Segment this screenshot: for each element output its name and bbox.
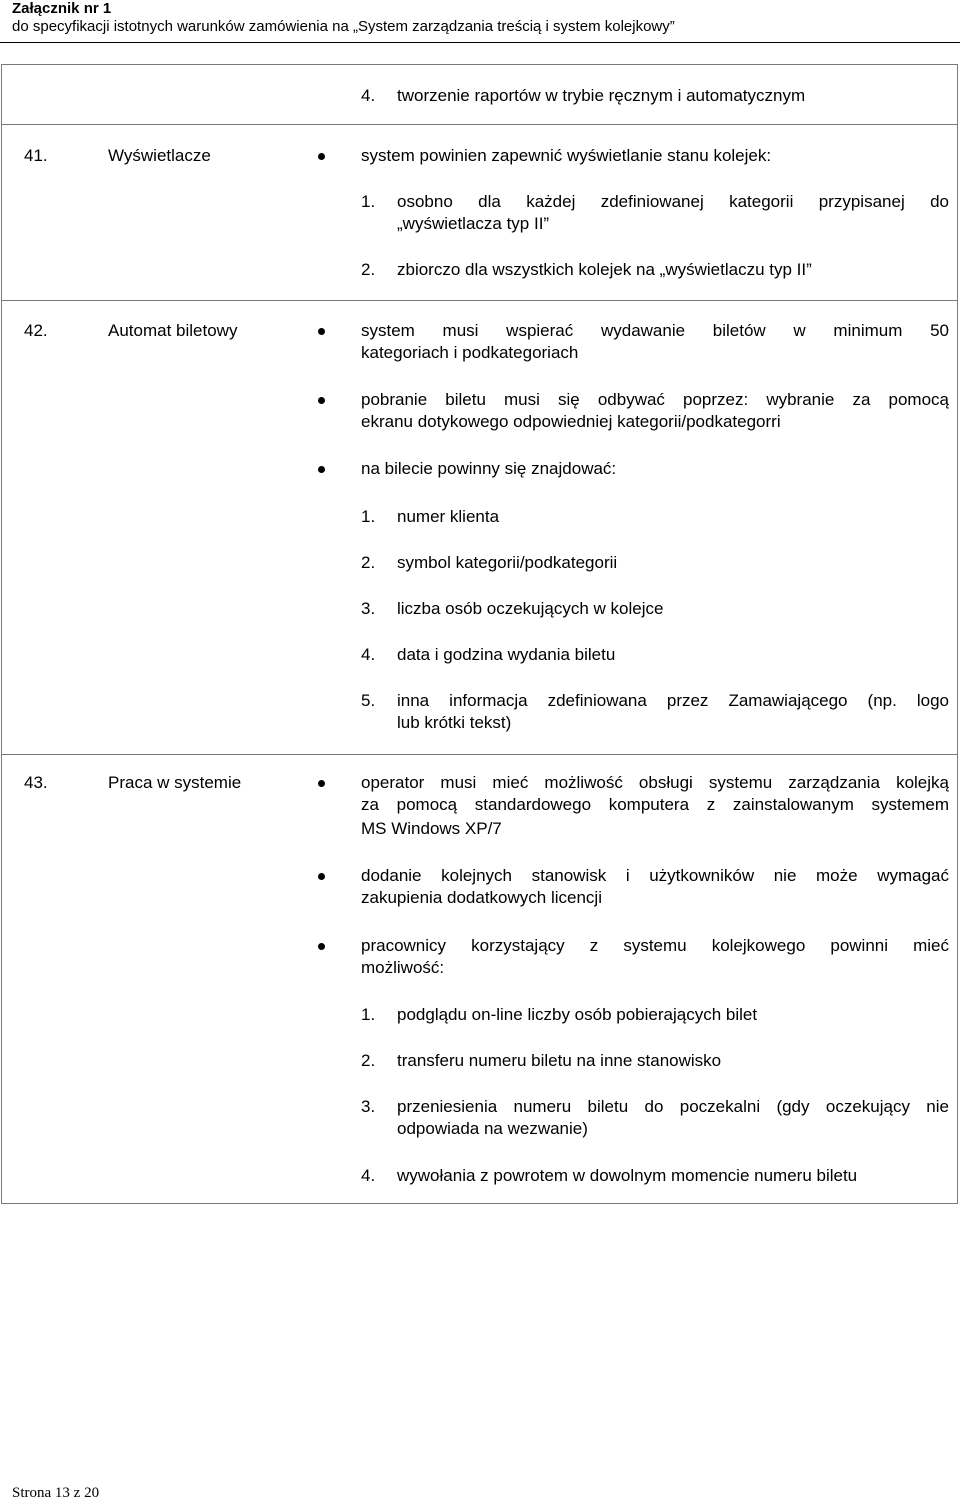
list-item-text: przeniesienia numeru biletu do poczekalni (gdy oczekujący nie bbox=[397, 1097, 949, 1116]
list-item-text: numer klienta bbox=[397, 507, 500, 526]
list-item-text: liczba osób oczekujących w kolejce bbox=[397, 599, 664, 618]
bullet-text: system powinien zapewnić wyświetlanie stanu kolejek: bbox=[361, 146, 772, 165]
list-item-text: wywołania z powrotem w dowolnym momencie numeru biletu bbox=[397, 1166, 858, 1185]
row-number: 41. bbox=[24, 146, 48, 165]
list-number: 1. bbox=[361, 507, 376, 526]
list-item-text: inna informacja zdefiniowana przez Zamawiającego (np. logo bbox=[397, 691, 949, 710]
list-item-text: „wyświetlacza typ II” bbox=[397, 214, 550, 233]
row-title: Praca w systemie bbox=[108, 773, 242, 792]
row-title: Wyświetlacze bbox=[108, 146, 211, 165]
bullet-icon bbox=[318, 153, 325, 160]
list-item-text: transferu numeru biletu na inne stanowisko bbox=[397, 1051, 722, 1070]
bullet-text: operator musi mieć możliwość obsługi systemu zarządzania kolejką bbox=[361, 773, 949, 792]
header-title: Załącznik nr 1 bbox=[12, 0, 112, 17]
list-item-text: data i godzina wydania biletu bbox=[397, 645, 616, 664]
list-item-text: podglądu on-line liczby osób pobierających bilet bbox=[397, 1005, 758, 1024]
list-number: 3. bbox=[361, 599, 376, 618]
bullet-text: za pomocą standardowego komputera z zainstalowanym systemem bbox=[361, 795, 949, 814]
bullet-text: ekranu dotykowego odpowiedniej kategorii/podkategorri bbox=[361, 412, 781, 431]
requirements-table bbox=[1, 64, 958, 1204]
list-number: 1. bbox=[361, 1005, 376, 1024]
row-divider bbox=[1, 754, 958, 755]
bullet-text: zakupienia dodatkowych licencji bbox=[361, 888, 602, 907]
row-title: Automat biletowy bbox=[108, 321, 238, 340]
bullet-icon bbox=[318, 466, 325, 473]
page-number: Strona 13 z 20 bbox=[12, 1485, 100, 1501]
list-number: 4. bbox=[361, 1166, 376, 1185]
bullet-text: kategoriach i podkategoriach bbox=[361, 343, 579, 362]
list-item-text: lub krótki tekst) bbox=[397, 713, 512, 732]
bullet-icon bbox=[318, 780, 325, 787]
list-number: 2. bbox=[361, 260, 376, 279]
row-divider bbox=[1, 300, 958, 301]
list-number: 4. bbox=[361, 86, 376, 105]
bullet-text: dodanie kolejnych stanowisk i użytkowników nie może wymagać bbox=[361, 866, 949, 885]
bullet-text: MS Windows XP/7 bbox=[361, 819, 502, 838]
list-item-text: osobno dla każdej zdefiniowanej kategorii przypisanej do bbox=[397, 192, 949, 211]
list-item-text: symbol kategorii/podkategorii bbox=[397, 553, 618, 572]
header-rule bbox=[0, 42, 960, 43]
bullet-text: pracownicy korzystający z systemu kolejkowego powinni mieć bbox=[361, 936, 949, 955]
row-number: 42. bbox=[24, 321, 48, 340]
list-number: 2. bbox=[361, 1051, 376, 1070]
list-item-text: tworzenie raportów w trybie ręcznym i automatycznym bbox=[397, 86, 806, 105]
bullet-text: system musi wspierać wydawanie biletów w minimum 50 bbox=[361, 321, 949, 340]
bullet-text: na bilecie powinny się znajdować: bbox=[361, 459, 617, 478]
bullet-icon bbox=[318, 328, 325, 335]
list-number: 4. bbox=[361, 645, 376, 664]
list-number: 5. bbox=[361, 691, 376, 710]
row-divider bbox=[1, 124, 958, 125]
list-number: 1. bbox=[361, 192, 376, 211]
bullet-icon bbox=[318, 397, 325, 404]
list-number: 3. bbox=[361, 1097, 376, 1116]
bullet-icon bbox=[318, 873, 325, 880]
list-item-text: zbiorczo dla wszystkich kolejek na „wyświetlaczu typ II” bbox=[397, 260, 812, 279]
bullet-text: pobranie biletu musi się odbywać poprzez: wybranie za pomocą bbox=[361, 390, 949, 409]
bullet-text: możliwość: bbox=[361, 958, 445, 977]
list-item-text: odpowiada na wezwanie) bbox=[397, 1119, 588, 1138]
list-number: 2. bbox=[361, 553, 376, 572]
header-subtitle: do specyfikacji istotnych warunków zamówienia na „System zarządzania treścią i system kolejkowy” bbox=[12, 18, 675, 35]
row-number: 43. bbox=[24, 773, 48, 792]
bullet-icon bbox=[318, 943, 325, 950]
